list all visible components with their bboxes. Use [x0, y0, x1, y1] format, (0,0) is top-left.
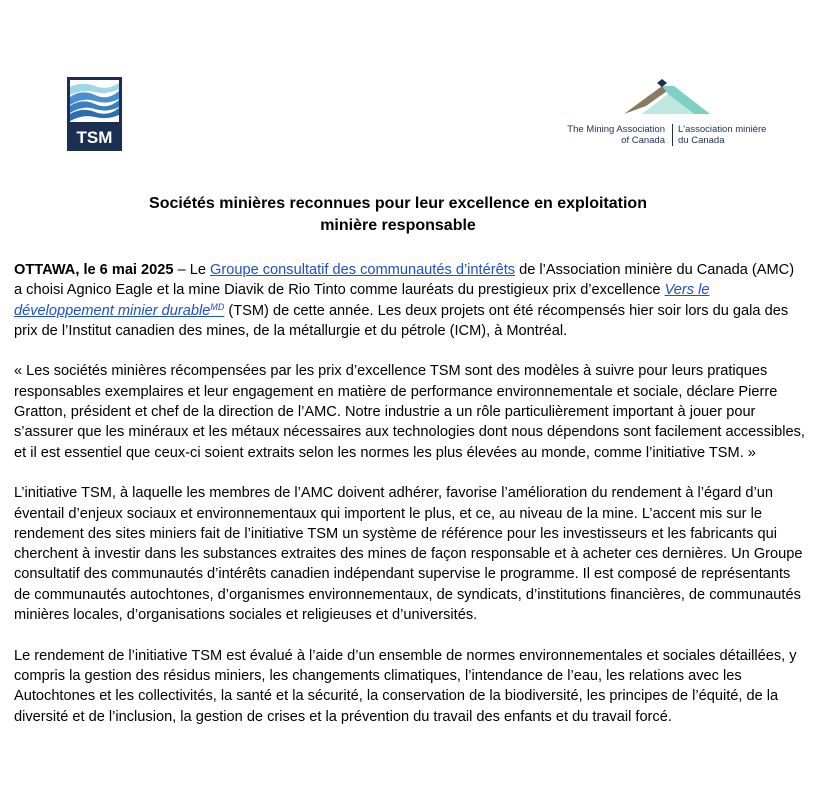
paragraph-quote: « Les sociétés minières récompensées par les prix d’excellence TSM sont des modèles à suivre pour leurs pratiques responsables exemplaires et leur engagement en matière de performance environnementale et sociale, déclare Pierre Gratton, président et chef de la direction de l’AMC. Notre industrie a un rôle particulièrement important à jouer pour s’assurer que les minéraux et les métaux nécessaires aux technologies dont nous dépendons sont facilement accessibles, et il est essentiel que ceux-ci soient extraits selon les normes les plus élevées au monde, comme l’initiative TSM. » — [14, 363, 805, 461]
mac-name-english-line2: of Canada — [621, 135, 665, 146]
mac-name-french-line1: L'association minière — [678, 124, 767, 135]
tsm-logo-text: TSM — [76, 128, 113, 147]
intro-text-2: de l’Association minière du Canada (AMC) a choisi Agnico Eagle et la mine Diavik de Rio Tinto comme lauréats du prestigieux prix d’excellence — [14, 262, 795, 299]
dateline: OTTAWA, le 6 mai 2025 — [14, 262, 174, 278]
tsm-logo-graphic — [67, 77, 122, 151]
mac-logo-mountain — [566, 76, 778, 122]
mac-name-french-line2: du Canada — [678, 135, 725, 146]
title-line-1: Sociétés minières reconnues pour leur excellence en exploitation — [149, 195, 647, 212]
mac-logo-separator — [672, 124, 673, 146]
mac-name-english — [567, 124, 665, 146]
paragraph-tsm-initiative: L’initiative TSM, à laquelle les membres de l’AMC doivent adhérer, favorise l’amélioration du rendement à l’égard d’un éventail d’enjeux sociaux et environnementaux qui importent le plus, et ce, au niveau de la mine. L’accent mis sur le rendement des sites miniers fait de l’initiative TSM un système de référence pour les investisseurs et les fabricants qui cherchent à investir dans les substances extraites des mines de façon responsable et à acheter ces dernières. Un Groupe consultatif des communautés d’intérêts canadien indépendant supervise le programme. Il est composé de représentants de communautés autochtones, d’organismes environnementaux, de syndicats, d’institutions financières, de communautés minières locales, d’organisations sociales et religieuses et d’universités. — [14, 485, 803, 624]
paragraph-intro — [14, 260, 806, 341]
paragraph-tsm-standards: Le rendement de l’initiative TSM est évalué à l’aide d’un ensemble de normes environnementales et sociales détaillées, y compris la gestion des résidus miniers, les changements climatiques, l’intendance de l’eau, les relations avec les Autochtones et les collectivités, la santé et la sécurité, la conservation de la biodiversité, les principes de l’équité, de la diversité et de l’inclusion, la gestion de crises et la prévention du travail des enfants et du travail forcé. — [14, 647, 797, 725]
press-release-body — [14, 260, 806, 747]
link-community-advisory-group[interactable]: Groupe consultatif des communautés d’intérêts — [210, 262, 516, 278]
intro-text-1: – Le — [173, 262, 211, 278]
press-release-title — [0, 193, 796, 237]
mac-name-french — [678, 124, 766, 146]
intro-text-3: (TSM) de cette année. Les deux projets ont été récompensés hier soir lors du gala des prix de l’Institut canadien des mines, de la métallurgie et du pétrole (ICM), à Montréal. — [14, 302, 789, 339]
mac-logo — [566, 76, 778, 150]
mac-name-english-line1: The Mining Association — [567, 124, 665, 135]
title-line-2: minière responsable — [320, 217, 476, 234]
tsm-logo — [67, 77, 122, 151]
link-tsm-program-label: Vers le développement minier durable — [14, 282, 710, 319]
trademark-superscript: MD — [210, 301, 225, 312]
